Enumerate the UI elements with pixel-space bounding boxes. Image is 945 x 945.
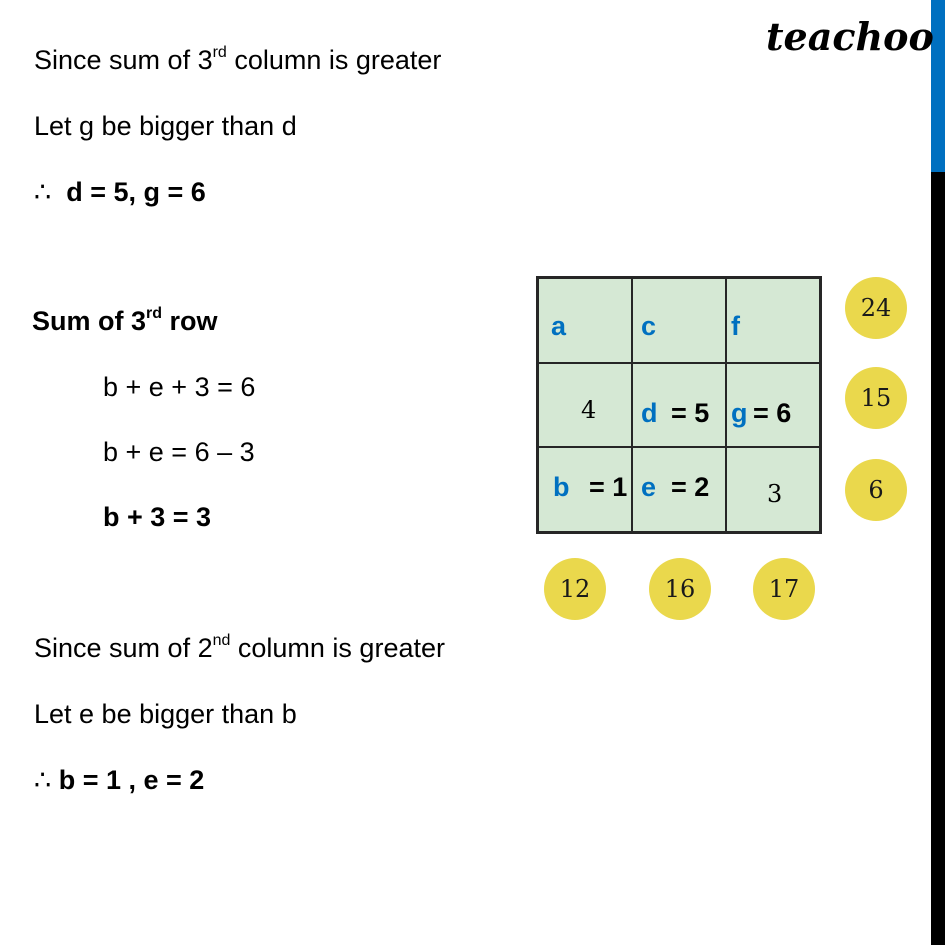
solved-value: = 5 [671, 397, 710, 428]
equation-1: b + e + 3 = 6 [103, 372, 256, 402]
column-sum-3: 17 [753, 558, 815, 620]
solved-value: = 1 [589, 472, 628, 503]
conclusion-text: b = 1 , e = 2 [58, 765, 205, 795]
statement-second-column [34, 632, 445, 664]
statement-g-bigger: Let g be bigger than d [34, 111, 297, 141]
text-segment: Since sum of 3 [34, 45, 213, 75]
magic-square-grid [536, 276, 822, 534]
conclusion-b-e [34, 764, 204, 796]
variable-label: c [641, 311, 657, 341]
variable-label: d [641, 397, 658, 428]
variable-label: e [641, 472, 657, 503]
row-sum-3: 6 [845, 459, 907, 521]
variable-label: f [731, 311, 740, 341]
grid-cell-e [632, 447, 726, 532]
statement-e-bigger: Let e be bigger than b [34, 699, 297, 729]
solved-value: = 2 [671, 472, 710, 503]
therefore-symbol: ∴ [34, 765, 52, 795]
heading-sum-third-row [32, 305, 218, 337]
text-segment: column is greater [230, 633, 445, 663]
grid-cell-a [538, 278, 632, 363]
statement-third-column [34, 44, 441, 76]
grid-cell-d [632, 363, 726, 448]
equation-3: b + 3 = 3 [103, 502, 212, 532]
superscript: rd [212, 44, 227, 61]
column-sum-1: 12 [544, 558, 606, 620]
row-sum-2: 15 [845, 367, 907, 429]
grid-cell-c [632, 278, 726, 363]
sidebar-accent-black [931, 172, 945, 945]
column-sum-2: 16 [649, 558, 711, 620]
grid-cell-f [726, 278, 820, 363]
therefore-symbol: ∴ [34, 177, 52, 207]
variable-label: b [553, 472, 570, 503]
teachoo-logo: teachoo [766, 14, 934, 59]
text-segment: Since sum of 2 [34, 633, 213, 663]
conclusion-d-g [34, 176, 206, 208]
grid-cell-g [726, 363, 820, 448]
conclusion-text: d = 5, g = 6 [66, 177, 206, 207]
variable-label: a [551, 311, 567, 341]
superscript: rd [146, 305, 163, 322]
equation-2: b + e = 6 – 3 [103, 437, 255, 467]
grid-cell-b [538, 447, 632, 532]
superscript: nd [212, 632, 231, 649]
given-number: 3 [767, 480, 783, 509]
text-segment: column is greater [226, 45, 442, 75]
grid-cell-3 [726, 447, 820, 532]
row-sum-1: 24 [845, 277, 907, 339]
solved-value: = 6 [753, 397, 792, 428]
given-number: 4 [581, 395, 597, 424]
text-segment: row [162, 306, 218, 336]
variable-label: g [731, 397, 748, 428]
text-segment: Sum of 3 [32, 306, 147, 336]
grid-cell-4 [538, 363, 632, 448]
